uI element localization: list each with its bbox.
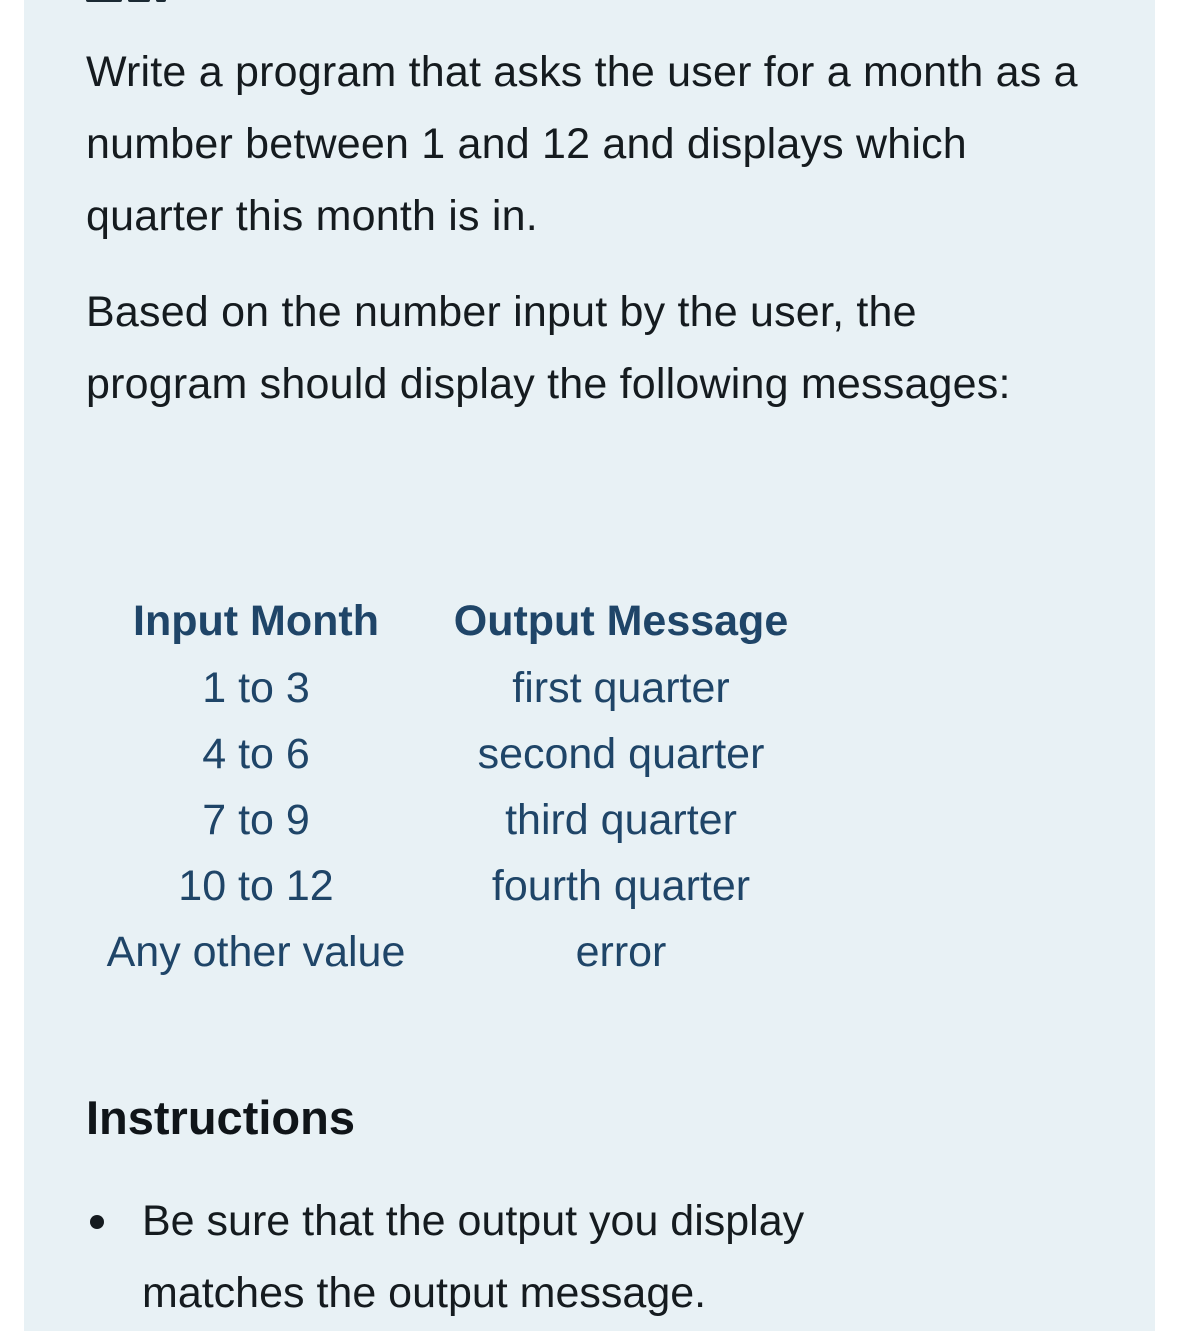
table-row xyxy=(86,919,816,985)
list-item-text: Be sure that the output you display matches the output message. xyxy=(142,1197,805,1317)
table-row xyxy=(86,721,816,787)
list-item xyxy=(86,1185,962,1329)
table-row xyxy=(86,853,816,919)
quarter-table xyxy=(86,587,816,985)
table-header-row xyxy=(86,587,816,655)
instructions-heading: Instructions xyxy=(86,1091,355,1144)
header-output-message: Output Message xyxy=(453,596,789,645)
output-message-cell: fourth quarter xyxy=(491,861,751,910)
output-message-cell: error xyxy=(575,927,667,976)
input-month-cell: 1 to 3 xyxy=(202,663,310,712)
input-month-cell: 10 to 12 xyxy=(178,861,334,910)
clipped-heading-fragment xyxy=(86,0,1086,4)
instructions-list xyxy=(86,1185,1086,1329)
output-message-cell: second quarter xyxy=(477,729,765,778)
input-month-cell: 7 to 9 xyxy=(202,795,310,844)
table-row xyxy=(86,655,816,721)
bullet-icon xyxy=(90,1215,104,1229)
output-message-cell: third quarter xyxy=(505,795,737,844)
messages-paragraph: Based on the number input by the user, the program should display the following messages: xyxy=(86,288,1011,408)
input-month-cell: Any other value xyxy=(106,927,406,976)
table-row xyxy=(86,787,816,853)
content-panel xyxy=(24,0,1155,1331)
input-month-cell: 4 to 6 xyxy=(202,729,310,778)
output-message-cell: first quarter xyxy=(512,663,730,712)
intro-paragraph: Write a program that asks the user for a month as a number between 1 and 12 and displays which quarter this month is in. xyxy=(86,48,1078,240)
header-input-month: Input Month xyxy=(133,596,379,645)
